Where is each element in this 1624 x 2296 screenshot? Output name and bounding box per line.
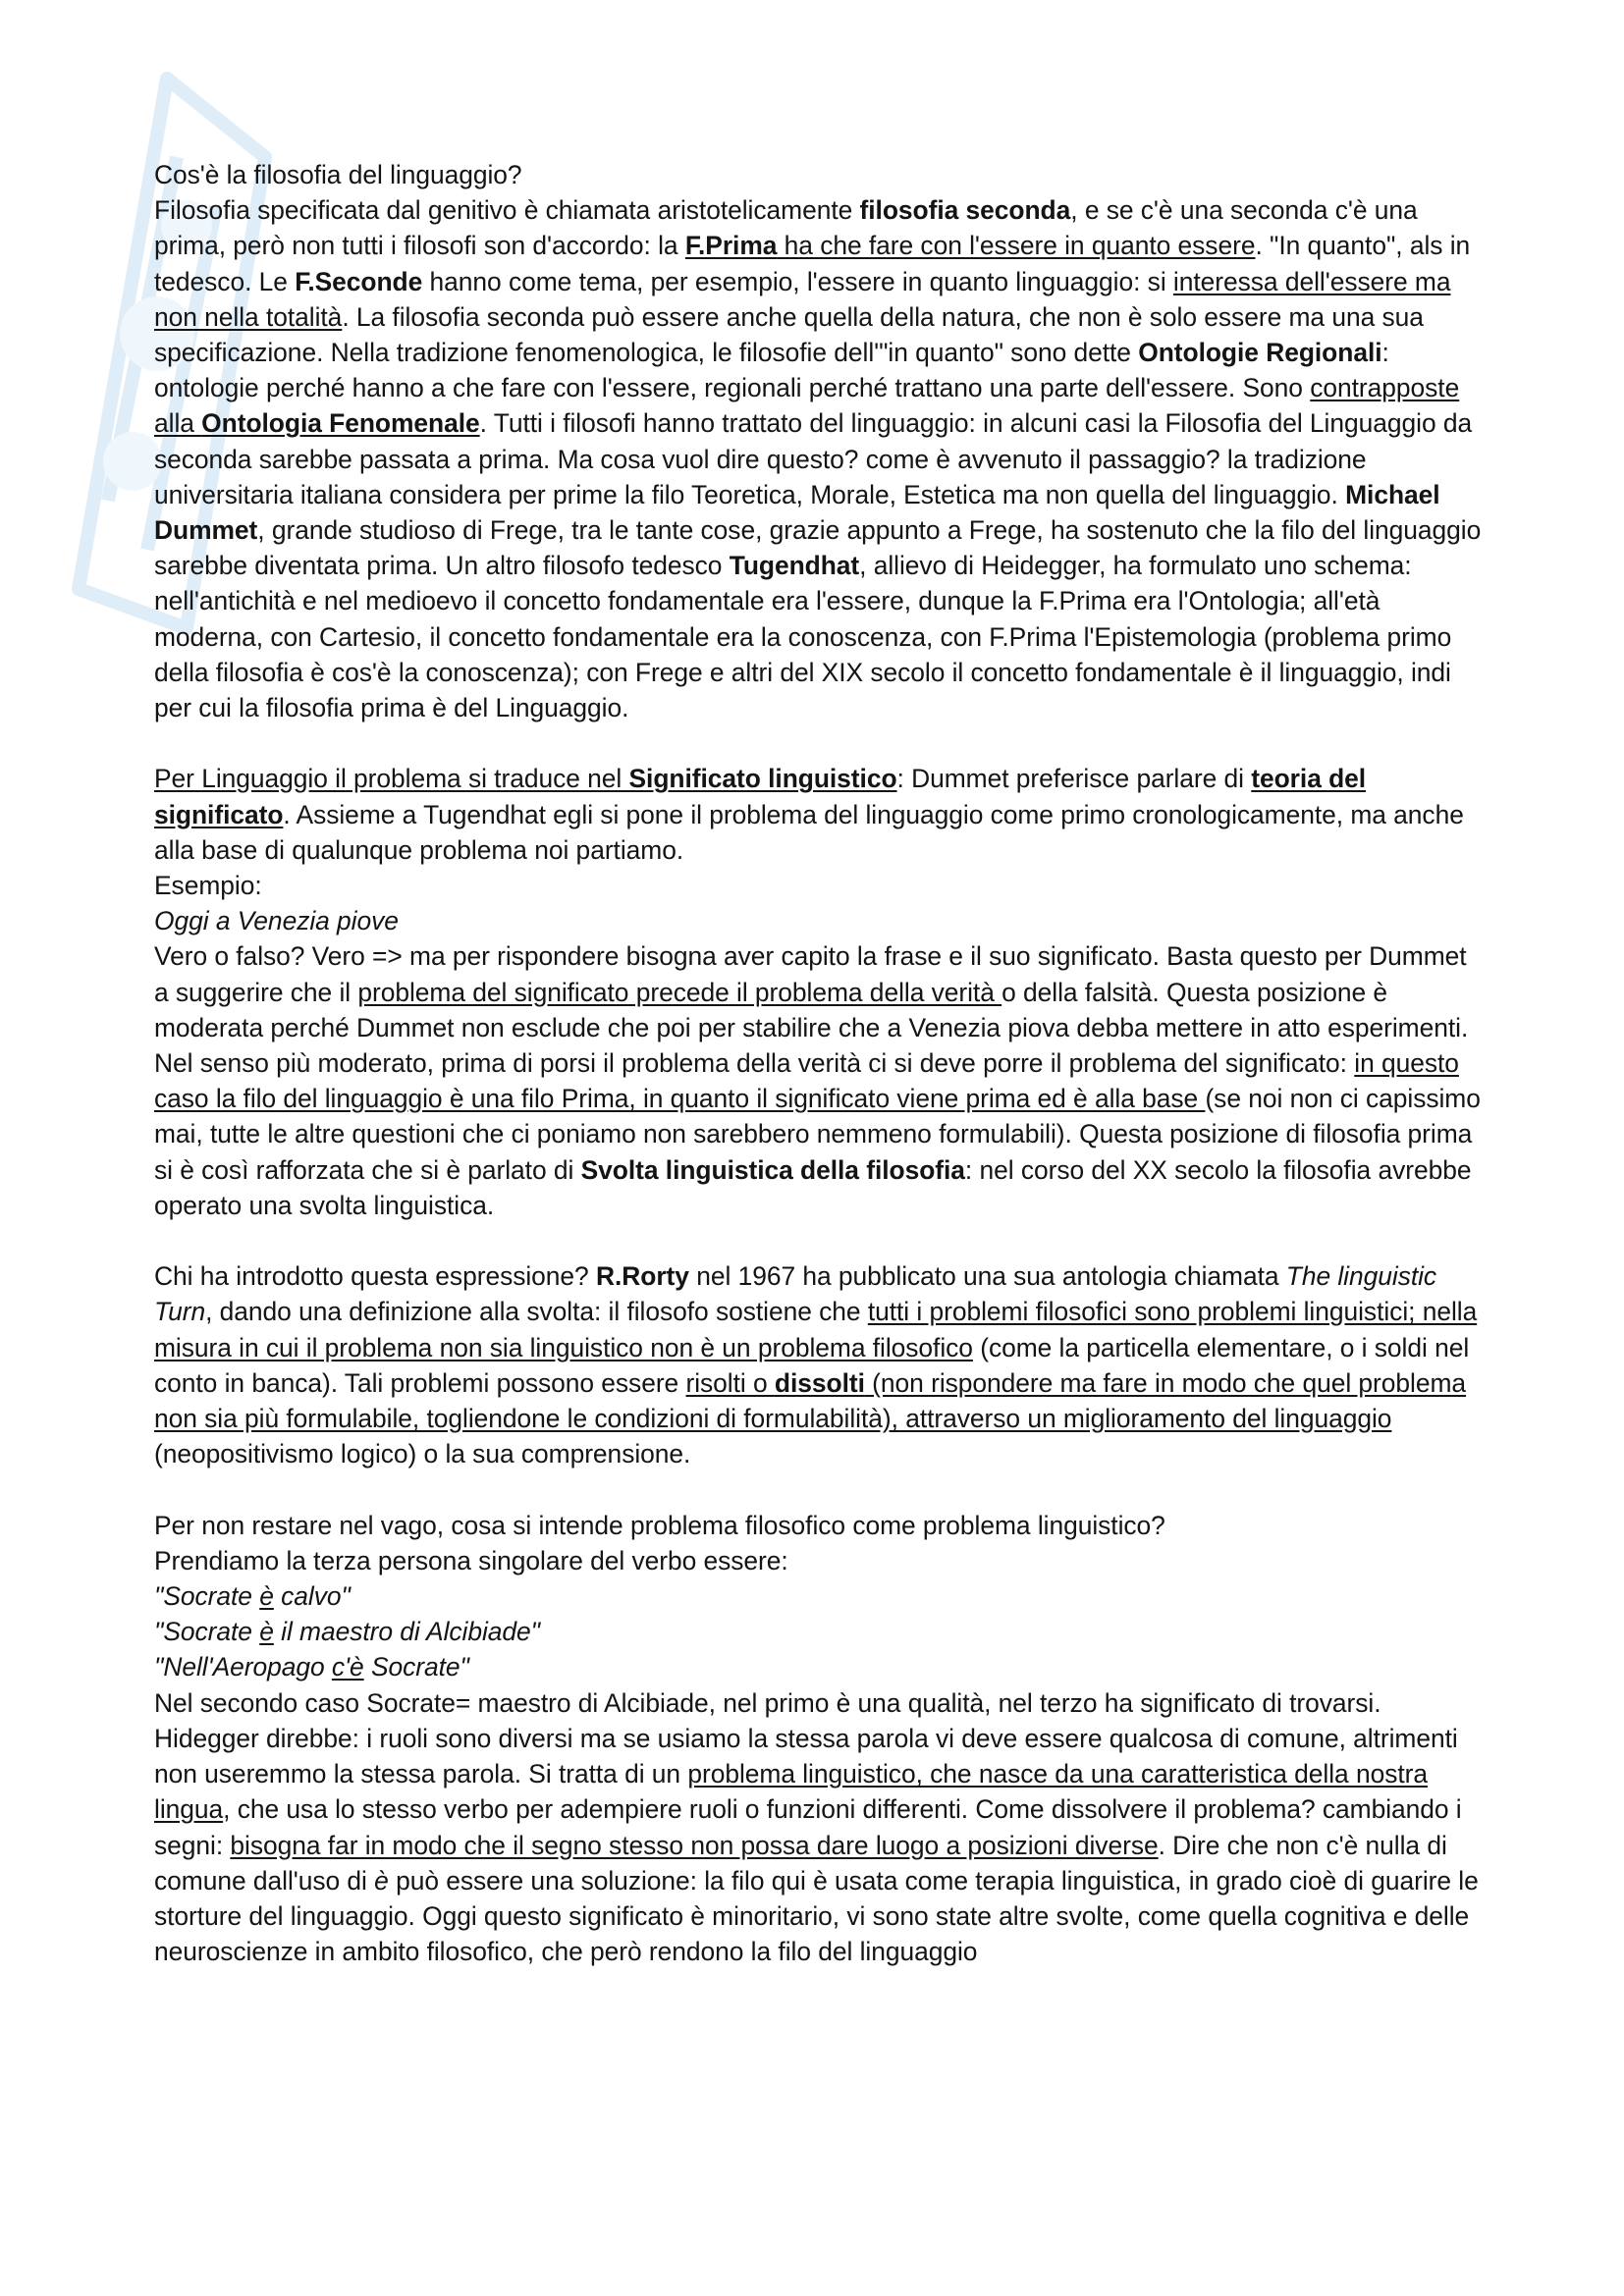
- document-body: [154, 157, 1488, 1969]
- text-run: Ontologie Regionali: [1138, 338, 1382, 368]
- text-run: Tugendhat: [729, 551, 860, 581]
- text-run: c'è: [331, 1652, 364, 1682]
- text-run: . "In quanto", als in tedesco. Le: [154, 231, 1471, 296]
- text-run: nel 1967 ha pubblicato una sua antologia chiamata: [688, 1261, 1286, 1292]
- text-run: risolti o: [685, 1367, 775, 1398]
- text-run: è: [259, 1581, 274, 1612]
- text-run: (neopositivismo logico) o la sua comprensione.: [154, 1439, 691, 1469]
- text-run: , grande studioso di Frege, tra le tante cose, grazie appunto a Frege, ha sostenuto che la filo del linguaggio sarebbe diventata prima. Un altro filosofo tedesco: [154, 515, 1482, 581]
- text-run: F.Seconde: [295, 266, 423, 296]
- text-run: è: [374, 1865, 389, 1896]
- text-run: : nel corso del XX secolo la filosofia avrebbe operato una svolta linguistica.: [154, 1154, 1472, 1220]
- text-run: in questo caso la filo del linguaggio è una filo Prima, in quanto il significato viene prima ed è alla base: [154, 1048, 1459, 1114]
- text-run: hanno come tema, per esempio, l'essere in quanto linguaggio: si: [422, 266, 1173, 296]
- text-run: Nel secondo caso Socrate= maestro di Alcibiade, nel primo è una qualità, nel terzo ha significato di trovarsi. Hidegger direbbe: i ruoli sono diversi ma se usiamo la stessa parola vi deve essere qualcosa di comune, altrimenti non useremmo la stessa parola. Si tratta di un: [154, 1687, 1458, 1789]
- text-run: tutti i problemi filosofici sono problemi linguistici; nella misura in cui il problema non sia linguistico non è un problema filosofico: [154, 1297, 1478, 1362]
- text-run: (se noi non ci capissimo mai, tutte le altre questioni che ci poniamo non sarebbero nemmeno formulabili). Questa posizione di filosofia prima si è così rafforzata che si è parlato di: [154, 1084, 1481, 1185]
- paragraph: [154, 1508, 1488, 1543]
- paragraph: [154, 1543, 1488, 1578]
- text-run: filosofia seconda: [859, 195, 1071, 226]
- paragraph-spacer: [154, 1223, 1488, 1258]
- text-run: Chi ha introdotto questa espressione?: [154, 1261, 596, 1292]
- text-run: : ontologie perché hanno a che fare con l'essere, regionali perché trattano una parte dell'essere. Sono: [154, 338, 1389, 403]
- text-run: Significato linguistico: [628, 764, 897, 794]
- text-run: , che usa lo stesso verbo per adempiere ruoli o funzioni differenti. Come dissolvere il problema? cambiando i segni:: [154, 1794, 1462, 1860]
- text-run: dissolti: [774, 1367, 865, 1398]
- paragraph: [154, 1614, 1488, 1649]
- text-run: Per Linguaggio il problema si traduce nel: [154, 764, 629, 794]
- paragraph: [154, 157, 1488, 192]
- paragraph-spacer: [154, 1471, 1488, 1507]
- text-run: calvo": [273, 1581, 351, 1612]
- text-run: Svolta linguistica della filosofia: [580, 1154, 965, 1185]
- text-run: The linguistic Turn: [154, 1261, 1437, 1327]
- text-run: . Assieme a Tugendhat egli si pone il problema del linguaggio come primo cronologicamente, ma anche alla base di qualunque problema noi partiamo.: [154, 799, 1464, 865]
- text-run: può essere una soluzione: la filo qui è usata come terapia linguistica, in grado cioè di guarire le storture del linguaggio. Oggi questo significato è minoritario, vi sono state altre svolte, come quella cognitiva e delle neuroscienze in ambito filosofico, che però rendono la filo del linguaggio: [154, 1865, 1479, 1967]
- text-run: problema linguistico, che nasce da una caratteristica della nostra lingua: [154, 1759, 1428, 1825]
- text-run: . La filosofia seconda può essere anche quella della natura, che non è solo essere ma una sua specificazione. Nella tradizione fenomenologica, le filosofie dell'"in quanto" sono dette: [154, 301, 1424, 368]
- paragraph-spacer: [154, 725, 1488, 761]
- paragraph: [154, 1578, 1488, 1614]
- text-run: , allievo di Heidegger, ha formulato uno schema: nell'antichità e nel medioevo il concetto fondamentale era l'essere, dunque la F.Prima era l'Ontologia; all'età moderna, con Cartesio, il concetto fondamentale era la conoscenza, con F.Prima l'Epistemologia (problema primo della filosofia è cos'è la conoscenza); con Frege e altri del XIX secolo il concetto fondamentale è il linguaggio, indi per cui la filosofia prima è del Linguaggio.: [154, 551, 1452, 723]
- paragraph: [154, 761, 1488, 868]
- paragraph: [154, 192, 1488, 725]
- text-run: , dando una definizione alla svolta: il filosofo sostiene che: [205, 1297, 868, 1327]
- paragraph: [154, 903, 1488, 938]
- text-run: "Socrate: [154, 1581, 260, 1612]
- text-run: "Socrate: [154, 1617, 260, 1647]
- text-run: Oggi a Venezia piove: [154, 906, 399, 936]
- paragraph: [154, 938, 1488, 1223]
- text-run: . Tutti i filosofi hanno trattato del linguaggio: in alcuni casi la Filosofia del Linguaggio da seconda sarebbe passata a prima. Ma cosa vuol dire questo? come è avvenuto il passaggio? la tradizione universitaria italiana considera per prime la filo Teoretica, Morale, Estetica ma non quella del linguaggio.: [154, 408, 1473, 509]
- text-run: contrapposte alla: [154, 373, 1460, 439]
- text-run: , e se c'è una seconda c'è una prima, però non tutti i filosofi son d'accordo: la: [154, 195, 1418, 261]
- text-run: Ontologia Fenomenale: [201, 408, 480, 439]
- text-run: ha che fare con l'essere in quanto essere: [777, 231, 1256, 261]
- text-run: "Nell'Aeropago: [154, 1652, 332, 1682]
- text-run: teoria del significato: [154, 764, 1367, 829]
- text-run: Socrate": [363, 1652, 469, 1682]
- text-run: Per non restare nel vago, cosa si intende problema filosofico come problema linguistico?: [154, 1510, 1165, 1540]
- text-run: problema del significato precede il problema della verità: [357, 977, 1002, 1007]
- text-run: Esempio:: [154, 871, 262, 901]
- text-run: Vero o falso? Vero => ma per rispondere bisogna aver capito la frase e il suo significato. Basta questo per Dummet a suggerire che il: [154, 941, 1467, 1007]
- text-run: F.Prima: [684, 231, 778, 261]
- text-run: Michael Dummet: [154, 479, 1440, 546]
- text-run: o della falsità. Questa posizione è moderata perché Dummet non esclude che poi per stabilire che a Venezia piova debba mettere in atto esperimenti. Nel senso più moderato, prima di porsi il problema della verità ci si deve porre il problema del significato:: [154, 977, 1469, 1079]
- text-run: . Dire che non c'è nulla di comune dall'uso di: [154, 1830, 1447, 1896]
- text-run: Cos'è la filosofia del linguaggio?: [154, 160, 522, 189]
- paragraph: [154, 1649, 1488, 1684]
- text-run: R.Rorty: [595, 1261, 689, 1292]
- paragraph: [154, 1258, 1488, 1471]
- text-run: interessa dell'essere ma non nella totalità: [154, 266, 1451, 332]
- text-run: (non rispondere ma fare in modo che quel problema non sia più formulabile, togliendone le condizioni di formulabilità), attraverso un miglioramento del linguaggio: [154, 1367, 1467, 1434]
- text-run: il maestro di Alcibiade": [273, 1617, 541, 1647]
- text-run: bisogna far in modo che il segno stesso non possa dare luogo a posizioni diverse: [230, 1830, 1159, 1860]
- text-run: Filosofia specificata dal genitivo è chiamata aristotelicamente: [154, 195, 860, 226]
- paragraph: [154, 1685, 1488, 1970]
- text-run: Prendiamo la terza persona singolare del verbo essere:: [154, 1545, 788, 1575]
- text-run: : Dummet preferisce parlare di: [896, 764, 1252, 794]
- paragraph: [154, 868, 1488, 903]
- text-run: è: [259, 1617, 274, 1647]
- text-run: (come la particella elementare, o i soldi nel conto in banca). Tali problemi possono essere: [154, 1332, 1470, 1398]
